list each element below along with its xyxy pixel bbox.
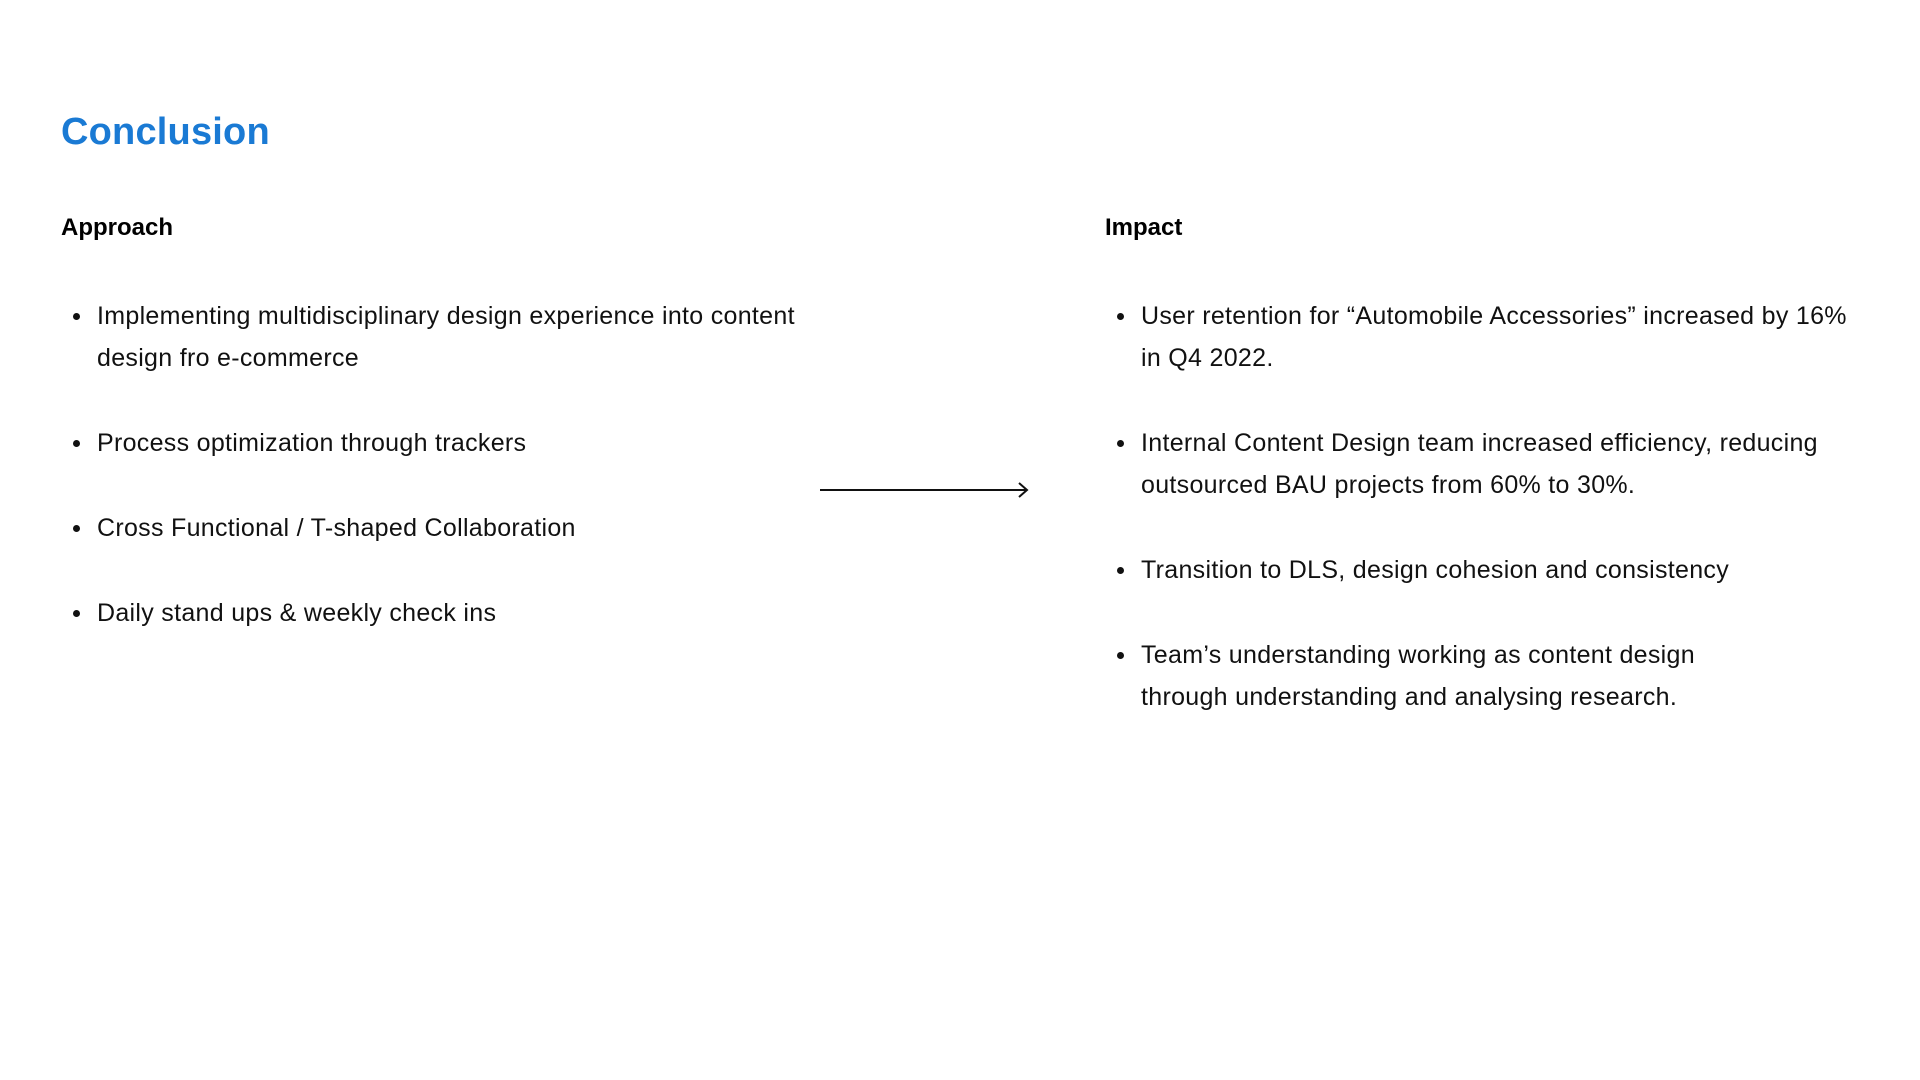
list-item	[61, 507, 801, 549]
bullet-dot-icon	[1117, 652, 1124, 659]
approach-heading: Approach	[61, 214, 174, 241]
bullet-dot-icon	[1117, 440, 1124, 447]
approach-list	[61, 295, 801, 677]
bullet-dot-icon	[73, 610, 80, 617]
approach-section	[61, 212, 801, 627]
list-item	[1105, 549, 1845, 591]
bullet-dot-icon	[1117, 313, 1124, 320]
list-item	[1105, 422, 1851, 506]
list-item-text: Team’s understanding working as content design through understanding and analysing research.	[1141, 641, 1695, 711]
bullet-dot-icon	[73, 440, 80, 447]
list-item-text: Transition to DLS, design cohesion and consistency	[1141, 556, 1730, 584]
arrow-right-icon	[820, 480, 1030, 500]
list-item	[61, 422, 801, 464]
impact-list	[1105, 295, 1845, 761]
list-item-text: Daily stand ups & weekly check ins	[97, 599, 497, 627]
list-item-text: Implementing multidisciplinary design experience into content design fro e-commerce	[97, 302, 795, 372]
list-item-text: User retention for “Automobile Accessories” increased by 16% in Q4 2022.	[1141, 302, 1847, 372]
list-item-text: Process optimization through trackers	[97, 429, 527, 457]
bullet-dot-icon	[73, 525, 80, 532]
list-item-text: Internal Content Design team increased efficiency, reducing outsourced BAU projects from 60% to 30%.	[1141, 429, 1818, 499]
impact-heading: Impact	[1105, 214, 1183, 241]
list-item	[61, 592, 801, 634]
list-item	[1105, 295, 1851, 379]
impact-section	[1105, 212, 1847, 711]
list-item	[1105, 634, 1781, 718]
page-title: Conclusion	[61, 111, 270, 153]
list-item-text: Cross Functional / T-shaped Collaboration	[97, 514, 576, 542]
bullet-dot-icon	[73, 313, 80, 320]
bullet-dot-icon	[1117, 567, 1124, 574]
list-item	[61, 295, 797, 379]
